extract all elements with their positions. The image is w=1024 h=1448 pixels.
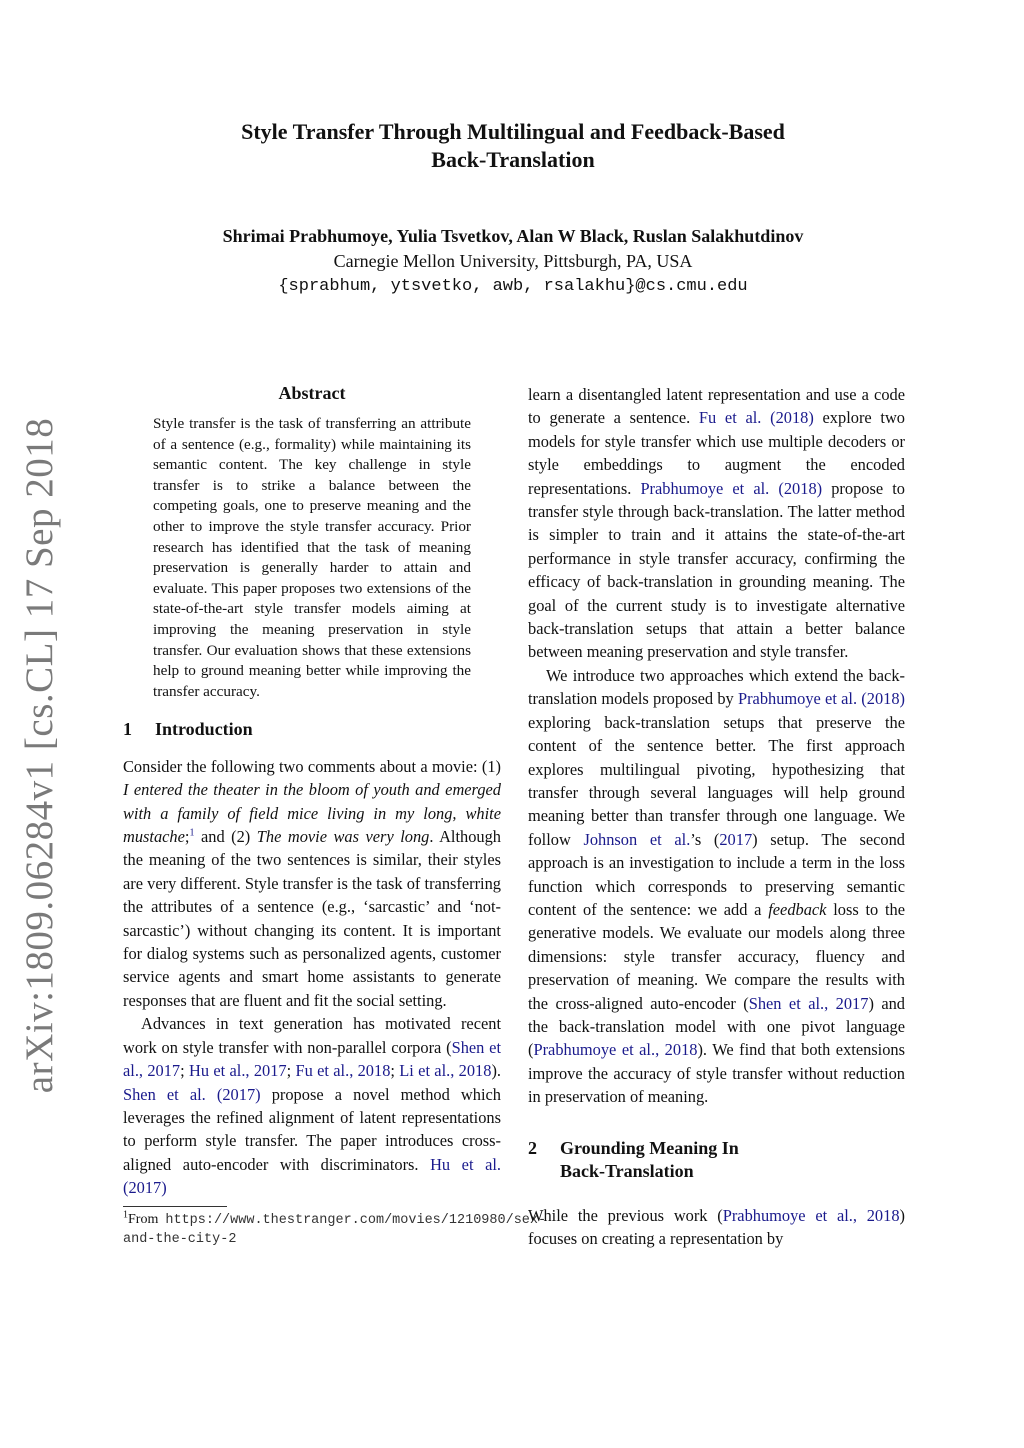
citation-link[interactable]: Prabhumoye et al., 2018 [533, 1040, 698, 1060]
section-2-paragraph-1 [528, 1204, 905, 1251]
text-run: ; [180, 1061, 189, 1081]
abstract-heading: Abstract [278, 383, 346, 403]
text-run: ) and the back-translation model with one pivot language ( [528, 993, 905, 1060]
citation-link[interactable]: Hu et al. (2017) [123, 1154, 501, 1198]
text-run: ) focuses on creating a representation by [528, 1205, 905, 1248]
author-block [140, 224, 886, 299]
text-run: Consider the following two comments about a movie: (1) [123, 756, 501, 776]
footnote-mark: 1 [123, 1208, 128, 1220]
section-1-number: 1 [123, 719, 132, 740]
text-run: While the previous work ( [528, 1205, 723, 1225]
text-run: ’s ( [690, 829, 720, 849]
text-run: propose a novel method which leverages the refined alignment of latent representations to perform style transfer. The paper introduces cross-aligned auto-encoder with discriminators. [123, 1084, 501, 1174]
text-run: and (2) [194, 827, 257, 847]
footnote-area [123, 1206, 547, 1249]
footnote-1 [123, 1208, 547, 1249]
arxiv-id: arXiv:1809.06284v1 [cs.CL] 17 Sep 2018 [18, 417, 62, 1093]
section-1-title: Introduction [155, 719, 253, 740]
citation-link[interactable]: Li et al., 2018 [399, 1061, 492, 1081]
section-2-title-line-1: Grounding Meaning In [560, 1137, 739, 1158]
citation-link[interactable]: Shen et al., 2017 [123, 1037, 501, 1081]
abstract-text: Style transfer is the task of transferring an attribute of a sentence (e.g., formality) while maintaining its semantic content. The key challenge in style transfer is to strike a balance between the competing goals, one to preserve meaning and the other to improve the style transfer accuracy. Prior research has identified that the task of meaning preservation is generally harder to attain and evaluate. This paper proposes two extensions of the state-of-the-art style transfer models aiming at improving the meaning preservation in style transfer. Our evaluation shows that these extensions help to ground meaning better while improving the transfer accuracy. [153, 415, 471, 700]
text-run: We introduce two approaches which extend the back-translation models proposed by [528, 665, 905, 709]
footnote-ref-1[interactable]: 1 [189, 827, 195, 839]
text-run: ; [286, 1061, 296, 1081]
section-2-number: 2 [528, 1137, 537, 1158]
left-column [123, 383, 547, 1249]
citation-link[interactable]: Johnson et al. [583, 829, 691, 849]
citation-link[interactable]: Hu et al., 2017 [189, 1061, 287, 1081]
arxiv-sidebar [12, 417, 68, 1093]
author-names: Shrimai Prabhumoye, Yulia Tsvetkov, Alan W Black, Ruslan Salakhutdinov [222, 226, 804, 246]
section-1-heading [123, 718, 501, 742]
citation-link[interactable]: Prabhumoye et al., 2018 [722, 1205, 900, 1225]
text-run: . Although the meaning of the two sentences is similar, their styles are very different. Style transfer is the task of transferring the attributes of a sentence (e.g., ‘sarcastic’ and ‘not-sarcastic’) without changing its content. It is important for dialog systems such as personalized agents, customer service agents and smart home assistants to generate responses that are fluent and fit the social setting. [123, 827, 501, 1010]
citation-link[interactable]: 2017 [719, 829, 753, 849]
footnote-url-link[interactable]: https://www.thestranger.com/movies/1210980/sex-and-the-city-2 [123, 1212, 547, 1247]
footnote-rule [123, 1206, 227, 1207]
right-paragraph-1 [528, 383, 905, 664]
citation-link[interactable]: Shen et al. (2017) [123, 1084, 261, 1104]
emphasis-feedback: feedback [768, 899, 827, 919]
citation-link[interactable]: Prabhumoye et al. (2018) [640, 478, 823, 498]
affiliation: Carnegie Mellon University, Pittsburgh, PA, USA [333, 251, 693, 271]
example-quote-2: The movie was very long [256, 827, 430, 847]
citation-link[interactable]: Shen et al., 2017 [748, 993, 869, 1013]
text-run: exploring back-translation setups that preserve the content of the sentence better. The first approach explores multilingual pivoting, hypothesizing that transfer through several languages will help ground meaning better than transfer through one language. We follow [528, 712, 905, 849]
text-run: loss to the generative models. We evaluate our models along three dimensions: style transfer accuracy, fluency and preservation of meaning. We compare the results with the cross-aligned auto-encoder ( [528, 899, 906, 1013]
text-run: ) setup. The second approach is an investigation to include a term in the loss function which corresponds to preserving semantic content of the sentence: we add a [528, 829, 905, 919]
section-2-title-line-2: Back-Translation [560, 1161, 694, 1182]
title-line-1: Style Transfer Through Multilingual and Feedback-Based [241, 119, 785, 144]
text-run: ; [390, 1061, 400, 1081]
right-paragraph-2 [528, 664, 905, 1109]
example-quote-1: I entered the theater in the bloom of youth and emerged with a family of field mice living in my long, white mustache [123, 780, 501, 847]
text-run: learn a disentangled latent representation and use a code to generate a sentence. [528, 385, 905, 428]
text-run: ). [491, 1061, 501, 1081]
citation-link[interactable]: Fu et al., 2018 [295, 1061, 391, 1081]
right-column [528, 383, 905, 1250]
title-line-2: Back-Translation [431, 147, 595, 172]
citation-link[interactable]: Prabhumoye et al. (2018) [737, 689, 905, 709]
text-run: ; [184, 827, 190, 847]
text-run: propose to transfer style through back-translation. The latter method is simpler to train and it attains the state-of-the-art performance in style transfer accuracy, confirming the efficacy of back-translation in grounding meaning. The goal of the current study is to investigate alternative back-translation setups that attain a better balance between meaning preservation and style transfer. [528, 478, 905, 662]
text-run: Advances in text generation has motivated recent work on style transfer with non-parallel corpora ( [123, 1014, 501, 1057]
author-emails: {sprabhum, ytsvetko, awb, rsalakhu}@cs.cmu.edu [278, 277, 748, 296]
intro-paragraph-2 [123, 1012, 501, 1199]
paper-title [150, 118, 876, 174]
footnote-label: From [128, 1211, 159, 1227]
citation-link[interactable]: Fu et al. (2018) [698, 408, 814, 428]
text-run: explore two models for style transfer which use multiple decoders or style embeddings to augment the encoded representations. [528, 408, 905, 498]
section-2-heading [528, 1137, 905, 1184]
section-2-title [560, 1137, 739, 1184]
intro-paragraph-1 [123, 755, 501, 1012]
text-run: ). We find that both extensions improve the accuracy of style transfer without reduction in preservation of meaning. [528, 1040, 905, 1107]
